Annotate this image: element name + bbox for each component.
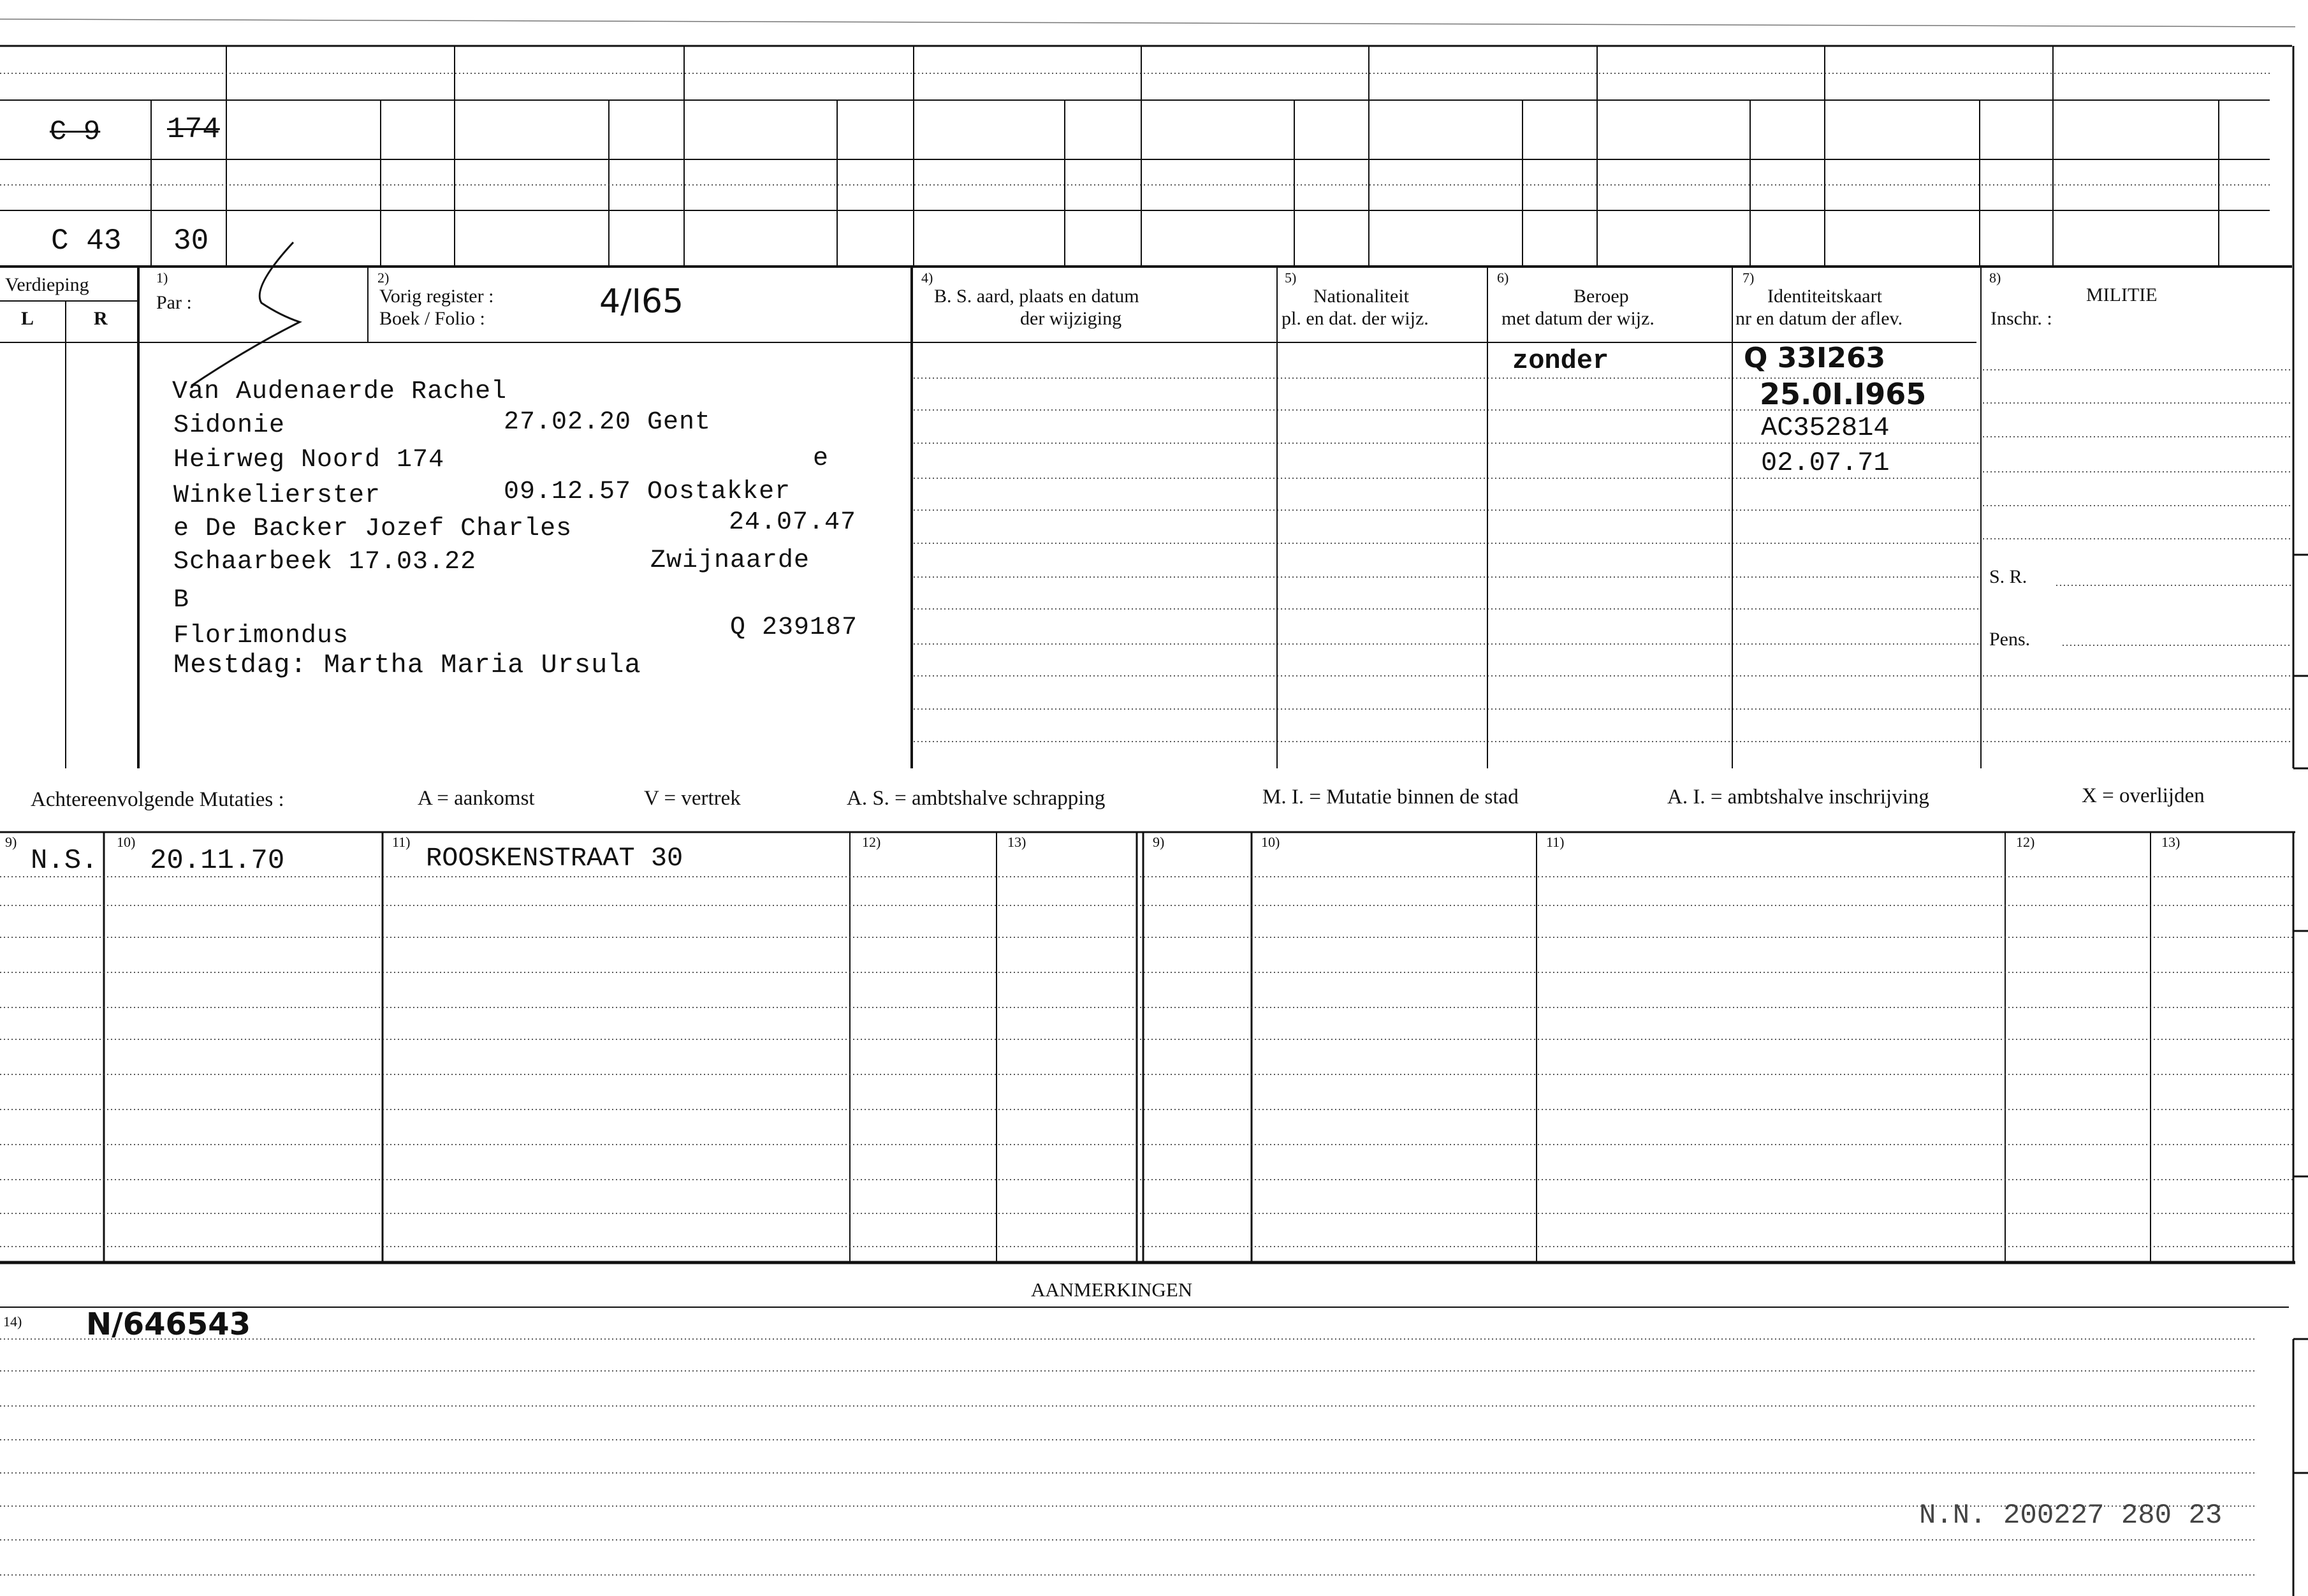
mutation-address: ROOSKENSTRAAT 30 [426,843,683,874]
h5-line2: pl. en dat. der wijz. [1282,308,1429,329]
marriage-place: Zwijnaarde [650,546,810,575]
h5-line1: Nationaliteit [1313,286,1409,307]
militie-inschr: Inschr. : [1990,308,2052,329]
person-birth: 27.02.20 Gent [504,408,712,437]
h7-line1: Identiteitskaart [1767,286,1882,307]
verdieping-left: L [21,308,34,329]
beroep-value: zonder [1512,346,1609,376]
mut-col-12b: 12) [2016,834,2035,850]
mut-col-10b: 10) [1261,834,1280,850]
aanmerkingen-value: N/646543 [86,1307,251,1342]
mut-col-9: 9) [5,834,17,850]
aanmerkingen-num: 14) [3,1314,22,1329]
h2-line1: Vorig register : [379,286,494,307]
mut-col-10: 10) [117,834,136,850]
h7-line2: nr en datum der aflev. [1735,308,1903,329]
person-firstname2: Sidonie [173,411,286,440]
aanmerkingen-title: AANMERKINGEN [1031,1278,1193,1301]
mut-col-13: 13) [1007,834,1026,850]
person-name: Van Audenaerde Rachel [172,377,508,406]
id-card-date-2: 02.07.71 [1761,448,1890,478]
father-id: Q 239187 [730,613,858,642]
h7-num: 7) [1742,270,1755,286]
legend-aankomst: A = aankomst [418,787,535,810]
top-folio-2: 30 [173,224,209,258]
h1-num: 1) [156,270,168,286]
verdieping-label: Verdieping [5,274,89,295]
h8-num: 8) [1989,270,2001,286]
mutation-type: N.S. [31,845,98,877]
register-footer-number: N.N. 200227 280 23 [1919,1500,2223,1532]
legend-vertrek: V = vertrek [644,787,741,810]
person-arrival: 09.12.57 Oostakker [504,478,791,506]
id-card-number-2: AC352814 [1761,413,1890,443]
h2-num: 2) [377,270,390,286]
h2-line2: Boek / Folio : [379,308,485,329]
militie-title: MILITIE [2086,284,2158,305]
spouse-name: e De Backer Jozef Charles [173,515,573,543]
id-card-number: Q 33I263 [1744,342,1886,374]
militie-pens: Pens. [1989,629,2031,650]
h4-line1: B. S. aard, plaats en datum [934,286,1139,307]
person-e-mark: e [813,444,829,473]
spouse-date: 24.07.47 [729,508,857,537]
mother-name: Mestdag: Martha Maria Ursula [173,650,641,680]
spouse-birth: Schaarbeek 17.03.22 [173,548,477,576]
legend-ambtshalve-inschrijving: A. I. = ambtshalve inschrijving [1667,786,1929,809]
h6-line1: Beroep [1574,286,1629,307]
b-mark: B [173,586,190,615]
top-code-1: C 9 [50,116,101,148]
h4-num: 4) [921,270,933,286]
h6-num: 6) [1497,270,1509,286]
mut-col-12: 12) [862,834,881,850]
vorig-register-value: 4/I65 [599,282,684,321]
mutation-date: 20.11.70 [150,845,285,877]
top-folio-1: 174 [167,113,220,146]
mut-col-11b: 11) [1546,834,1565,850]
father-name: Florimondus [173,622,349,650]
top-code-2: C 43 [51,224,122,258]
person-address: Heirweg Noord 174 [173,446,445,474]
id-card-date: 25.0I.I965 [1760,377,1927,411]
militie-sr: S. R. [1989,566,2027,587]
h4-line2: der wijziging [1020,308,1122,329]
mut-col-13b: 13) [2161,834,2180,850]
person-occupation: Winkelierster [173,481,381,510]
h6-line2: met datum der wijz. [1501,308,1654,329]
h5-num: 5) [1285,270,1297,286]
legend-ambtshalve-schrapping: A. S. = ambtshalve schrapping [847,787,1106,810]
mut-col-9b: 9) [1153,834,1165,850]
verdieping-right: R [94,308,108,329]
legend-mutatie-stad: M. I. = Mutatie binnen de stad [1262,786,1519,809]
mutaties-title: Achtereenvolgende Mutaties : [31,788,284,811]
legend-overlijden: X = overlijden [2082,784,2205,807]
mut-col-11: 11) [392,834,411,850]
h1-label: Par : [156,292,192,313]
